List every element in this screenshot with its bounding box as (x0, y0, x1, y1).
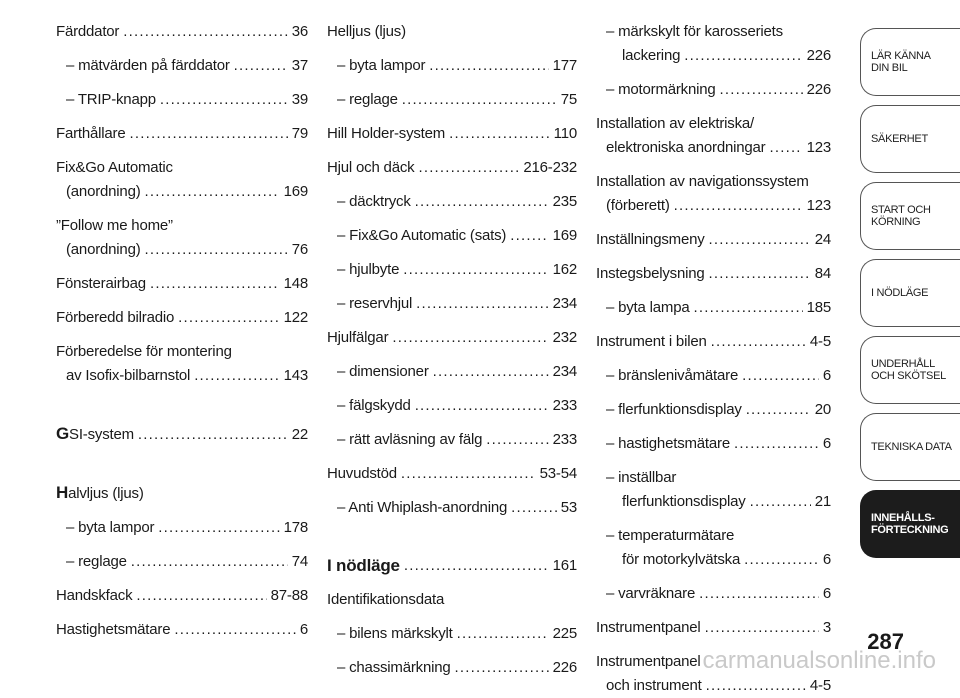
index-entry: Fönsterairbag ..... 148 (56, 272, 308, 296)
index-entry: Instrumentpanel ..... 3 (596, 616, 831, 640)
index-entry-line: Förberedelse för montering (56, 343, 232, 360)
index-entry: Hjul och däck ..... 216-232 (327, 156, 577, 180)
index-entry: för motorkylvätska ..... 6 (596, 548, 831, 572)
index-entry: – rätt avläsning av fälg ..... 233 (327, 428, 577, 452)
index-entry-line: Installation av navigationssystem (596, 173, 809, 190)
index-entry: – Fix&Go Automatic (sats) ..... 169 (327, 224, 577, 248)
index-entry-line: Installation av elektriska/ (596, 115, 755, 132)
index-entry: GSI-system ..... 22 (56, 422, 308, 447)
index-entry: – byta lampor ..... 178 (56, 516, 308, 540)
index-entry: – motormärkning ..... 226 (596, 78, 831, 102)
index-entry: – Anti Whiplash-anordning ..... 53 (327, 496, 577, 520)
index-entry: – byta lampa ..... 185 (596, 296, 831, 320)
page-number: 287 (867, 629, 904, 654)
section-tabs (860, 28, 960, 567)
tab-underhall-och-skotsel[interactable]: UNDERHÅLL OCH SKÖTSEL (860, 336, 960, 404)
index-entry: (anordning) ..... 76 (56, 238, 308, 262)
index-entry-line: – inställbar (606, 469, 677, 486)
index-entry: Förberedd bilradio ..... 122 (56, 306, 308, 330)
index-entry: – hjulbyte ..... 162 (327, 258, 577, 282)
section-letter: G (56, 424, 70, 443)
index-entry: – varvräknare ..... 6 (596, 582, 831, 606)
index-entry: Huvudstöd ..... 53-54 (327, 462, 577, 486)
tab-lar-kanna-din-bil[interactable]: LÄR KÄNNA DIN BIL (860, 28, 960, 96)
index-entry: flerfunktionsdisplay ..... 21 (596, 490, 831, 514)
tab-start-och-korning[interactable]: START OCH KÖRNING (860, 182, 960, 250)
index-entry: Farthållare ..... 79 (56, 122, 308, 146)
index-entry-line: – märkskylt för karosseriets (606, 23, 783, 40)
index-entry: elektroniska anordningar ..... 123 (596, 136, 831, 160)
index-entry-line: ”Follow me home” (56, 217, 173, 234)
tab-tekniska-data[interactable]: TEKNISKA DATA (860, 413, 960, 481)
index-entry: Inställningsmeny ..... 24 (596, 228, 831, 252)
index-entry: Instegsbelysning ..... 84 (596, 262, 831, 286)
index-column-1 (56, 20, 308, 642)
index-entry-line: Halvljus (ljus) (56, 483, 144, 502)
index-entry: Hastighetsmätare ..... 6 (56, 618, 308, 642)
index-entry: – bränslenivåmätare ..... 6 (596, 364, 831, 388)
index-entry: – reglage ..... 75 (327, 88, 577, 112)
index-entry: – reglage ..... 74 (56, 550, 308, 574)
index-entry-line: Fix&Go Automatic (56, 159, 173, 176)
index-entry: – mätvärden på färddator ..... 37 (56, 54, 308, 78)
index-entry: lackering ..... 226 (596, 44, 831, 68)
index-entry: (förberett) ..... 123 (596, 194, 831, 218)
index-entry: Hjulfälgar ..... 232 (327, 326, 577, 350)
tab-sakerhet[interactable]: SÄKERHET (860, 105, 960, 173)
index-entry: Handskfack ..... 87-88 (56, 584, 308, 608)
index-column-3 (596, 20, 831, 698)
index-entry: (anordning) ..... 169 (56, 180, 308, 204)
index-entry-line: Identifikationsdata (327, 591, 445, 608)
index-entry-line: – temperaturmätare (606, 527, 735, 544)
index-entry: – hastighetsmätare ..... 6 (596, 432, 831, 456)
index-entry: – byta lampor ..... 177 (327, 54, 577, 78)
section-letter: H (56, 483, 69, 502)
index-entry: – bilens märkskylt ..... 225 (327, 622, 577, 646)
tab-i-nodlage[interactable]: I NÖDLÄGE (860, 259, 960, 327)
index-entry: – flerfunktionsdisplay ..... 20 (596, 398, 831, 422)
index-column-2 (327, 20, 577, 680)
index-entry: – TRIP-knapp ..... 39 (56, 88, 308, 112)
watermark: carmanualsonline.info (702, 647, 936, 674)
index-entry: av Isofix-bilbarnstol ..... 143 (56, 364, 308, 388)
index-entry: – fälgskydd ..... 233 (327, 394, 577, 418)
index-entry: I nödläge ..... 161 (327, 554, 577, 578)
index-entry: Färddator ..... 36 (56, 20, 308, 44)
index-entry: Instrument i bilen ..... 4-5 (596, 330, 831, 354)
index-entry: Hill Holder-system ..... 110 (327, 122, 577, 146)
index-entry: – däcktryck ..... 235 (327, 190, 577, 214)
index-entry: – reservhjul ..... 234 (327, 292, 577, 316)
index-entry-line: Instrumentpanel (596, 653, 701, 670)
index-entry: – chassimärkning ..... 226 (327, 656, 577, 680)
index-entry: – dimensioner ..... 234 (327, 360, 577, 384)
index-entry-line: Helljus (ljus) (327, 23, 406, 40)
tab-innehallsforteckning[interactable]: INNEHÅLLS- FÖRTECKNING (860, 490, 960, 558)
index-entry: och instrument ..... 4-5 (596, 674, 831, 698)
